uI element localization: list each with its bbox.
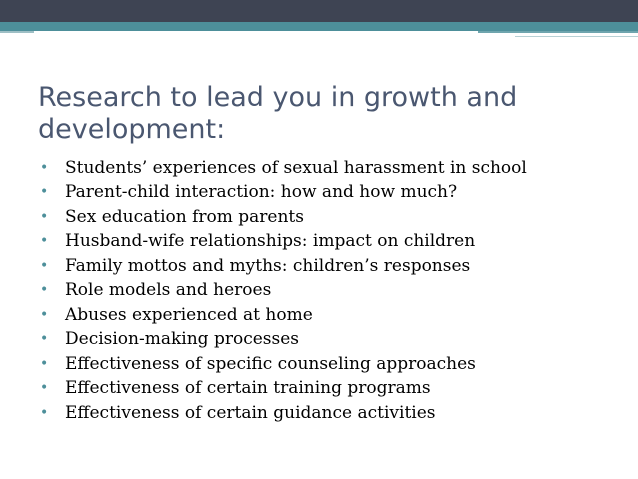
accent-line-right [478,31,638,33]
list-item-text: Effectiveness of certain guidance activities [65,402,436,423]
bullet-dot-icon: • [40,282,49,298]
list-item-text: Abuses experienced at home [65,304,313,325]
bullet-dot-icon: • [40,257,49,274]
bullet-dot-icon: • [40,331,49,347]
slide-title: Research to lead you in growth and development: [38,82,518,145]
list-item [40,205,600,230]
list-item-text: Sex education from parents [65,206,304,227]
list-item [40,327,600,352]
list-item-text: Family mottos and myths: children’s responses [65,255,471,276]
accent-line-left [0,31,34,33]
list-item-text: Effectiveness of certain training programs [65,378,431,398]
list-item [40,401,600,426]
list-item-text: Students’ experiences of sexual harassment in school [65,158,527,178]
list-item [40,254,600,279]
list-item [40,376,600,401]
bullet-dot-icon: • [40,208,49,225]
bullet-dot-icon: • [40,355,49,372]
bullet-dot-icon: • [40,160,49,176]
top-dark-bar [0,0,638,22]
list-item-text: Husband-wife relationships: impact on children [65,231,476,251]
accent-line-thin [515,36,638,37]
list-item [40,303,600,328]
list-item [40,229,600,254]
list-item-text: Parent-child interaction: how and how much? [65,182,458,202]
list-item-text: Effectiveness of specific counseling approaches [65,353,476,374]
bullet-list [40,156,600,425]
list-item-text: Decision-making processes [65,329,300,349]
bullet-dot-icon: • [40,306,49,323]
list-item [40,278,600,303]
list-item [40,352,600,377]
top-teal-bar [0,22,638,31]
bullet-dot-icon: • [40,380,49,396]
list-item [40,156,600,180]
bullet-dot-icon: • [40,233,49,249]
bullet-dot-icon: • [40,184,49,200]
list-item-text: Role models and heroes [65,280,272,300]
bullet-dot-icon: • [40,404,49,421]
list-item [40,180,600,205]
